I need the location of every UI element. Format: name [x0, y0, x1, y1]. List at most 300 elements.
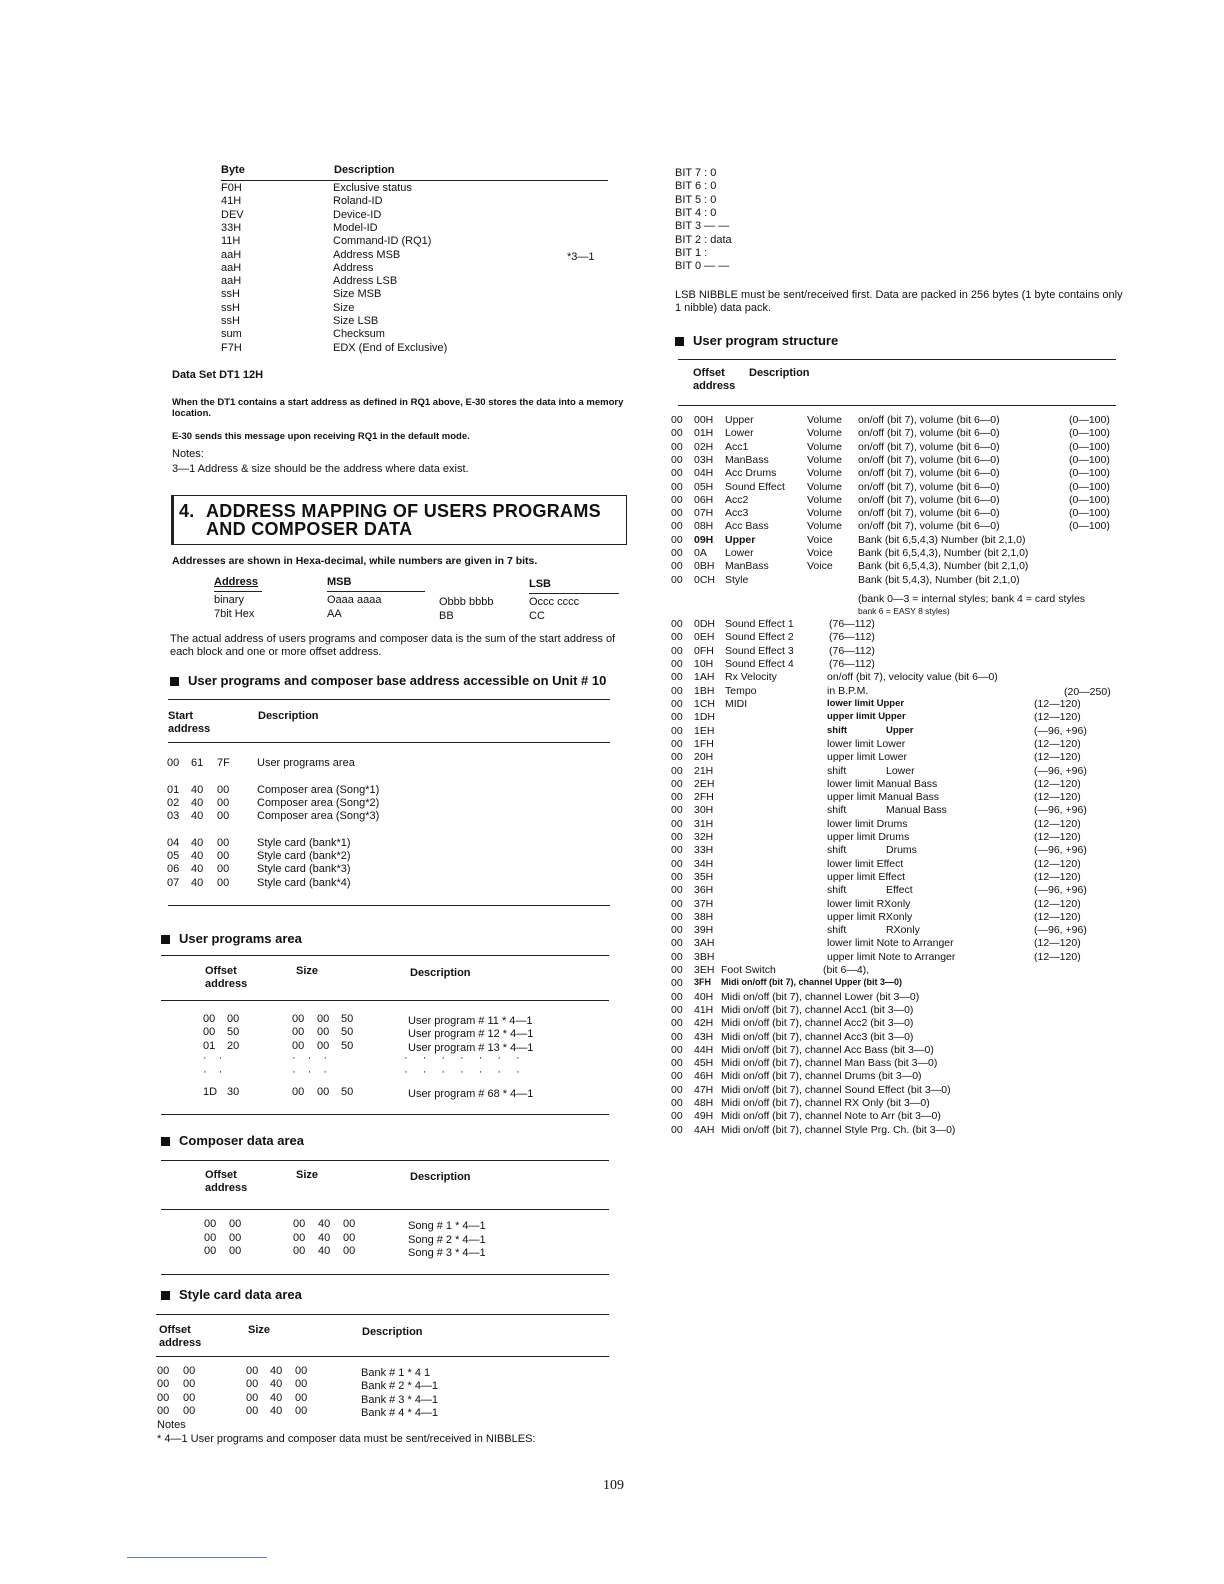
- sysex-desc: Exclusive status: [333, 182, 412, 194]
- sysex-byte: 33H: [221, 221, 242, 234]
- ups-addr-hi: 00: [671, 870, 683, 883]
- ups-range: (0—100): [1069, 453, 1110, 466]
- upa-cell: 00: [317, 1086, 330, 1098]
- ups-part: Sound Effect 1: [725, 618, 794, 630]
- ups-limit-label: upper limit Upper: [827, 711, 906, 723]
- base-addr-hi: 00: [167, 757, 180, 769]
- ups-limit-part: Lower: [886, 764, 915, 777]
- ups-addr-lo: 08H: [694, 520, 714, 533]
- sca-cell: 40: [270, 1405, 283, 1417]
- ups-limit-range: (12—120): [1034, 777, 1081, 790]
- ups-addr-hi: 00: [671, 1110, 683, 1123]
- base-desc: Composer area (Song*3): [257, 810, 380, 822]
- cda-h-address: address: [205, 1182, 248, 1194]
- addr-binary-lsb: Occc cccc: [529, 596, 580, 608]
- ups-limit-range: (—96, +96): [1034, 884, 1087, 897]
- upa-desc: User program # 12 * 4—1: [408, 1028, 534, 1040]
- style-note2: bank 6 = EASY 8 styles): [858, 606, 950, 616]
- ups-addr-hi: 00: [671, 924, 683, 937]
- ups-param: Volume: [807, 414, 843, 426]
- base-h-address: address: [168, 723, 211, 735]
- ups-h-offset: Offset: [693, 367, 725, 379]
- sysex-byte: aaH: [221, 248, 242, 261]
- ups-addr-hi: 00: [671, 884, 683, 897]
- ups-part: Sound Effect 2: [725, 631, 794, 644]
- ups-limit-range: (12—120): [1034, 711, 1081, 724]
- ups-addr-hi: 00: [671, 671, 683, 684]
- bit-line: BIT 6 : 0: [675, 180, 717, 193]
- ups-addr-lo: 0A: [694, 547, 707, 559]
- cda-cell: 00: [204, 1232, 217, 1244]
- addr-binary-msb: Oaaa aaaa: [327, 594, 382, 606]
- ups-param: Volume: [807, 453, 843, 466]
- base-addr-hi: 02: [167, 797, 180, 809]
- ups-addr-hi: 00: [671, 897, 683, 910]
- ups-addr-lo: 40H: [694, 990, 714, 1003]
- ups-addr-lo: 07H: [694, 507, 714, 520]
- base-desc: Style card (bank*3): [257, 863, 351, 875]
- ups-addr-lo: 03H: [694, 453, 714, 466]
- divider: [156, 1314, 609, 1315]
- ups-addr-lo: 1CH: [694, 697, 716, 710]
- ups-addr-hi: 00: [671, 414, 683, 426]
- ups-param: Voice: [807, 547, 833, 559]
- sysex-desc: Address MSB: [333, 248, 401, 261]
- ups-addr-hi: 00: [671, 507, 683, 520]
- ups-param: Voice: [807, 533, 833, 546]
- ups-desc: Midi on/off (bit 7), channel Acc2 (bit 3—0): [721, 1017, 914, 1030]
- ups-h-desc: Description: [749, 367, 810, 379]
- ups-addr-lo: 1AH: [694, 671, 715, 684]
- ups-range: (0—100): [1069, 520, 1110, 533]
- base-addr-lo: 00: [217, 784, 230, 796]
- divider: [161, 1274, 609, 1275]
- sca-cell: 00: [246, 1378, 259, 1390]
- upa-h-offset: Offset: [205, 965, 237, 977]
- ups-addr-hi: 00: [671, 1043, 683, 1056]
- upa-cell: 01: [203, 1040, 216, 1052]
- sca-note: * 4—1 User programs and composer data must be sent/received in NIBBLES:: [157, 1433, 536, 1445]
- ups-addr-hi: 00: [671, 684, 683, 697]
- ups-addr-lo: 06H: [694, 493, 714, 506]
- cda-cell: 00: [229, 1245, 242, 1257]
- base-addr-lo: 00: [217, 837, 230, 849]
- base-desc: Composer area (Song*2): [257, 797, 380, 809]
- cda-cell: 00: [293, 1218, 306, 1230]
- ups-limit-label: shift: [827, 804, 847, 817]
- ups-limit-range: (—96, +96): [1034, 804, 1087, 817]
- base-addr-lo: 00: [217, 797, 230, 809]
- ups-desc: (76—112): [829, 631, 875, 644]
- style-note1: (bank 0—3 = internal styles; bank 4 = card styles: [858, 593, 1086, 605]
- ups-limit-label: upper limit Effect: [827, 870, 906, 883]
- addr-binary-label: binary: [214, 594, 244, 606]
- dt1-heading: Data Set DT1 12H: [172, 369, 264, 381]
- ups-addr-hi: 00: [671, 644, 683, 657]
- sysex-byte: 11H: [221, 235, 241, 248]
- ups-addr-hi: 00: [671, 453, 683, 466]
- ups-part: Upper: [725, 414, 754, 426]
- ups-addr-lo: 09H: [694, 533, 714, 546]
- ups-limit-range: (12—120): [1034, 857, 1081, 870]
- addr-hex-lsb: CC: [529, 610, 545, 622]
- base-h-desc: Description: [258, 710, 319, 722]
- ups-addr-lo: 0EH: [694, 631, 715, 644]
- base-addr-mid: 61: [191, 757, 204, 769]
- ups-desc: Bank (bit 6,5,4,3), Number (bit 2,1,0): [858, 547, 1029, 559]
- ups-desc: Midi on/off (bit 7), channel Acc3 (bit 3—0): [721, 1030, 914, 1043]
- ups-addr-hi: 00: [671, 1097, 683, 1109]
- sca-cell: 00: [295, 1392, 308, 1404]
- sca-h-offset: Offset: [159, 1324, 191, 1336]
- ups-desc: Midi on/off (bit 7), channel Sound Effect (bit 3—0): [721, 1083, 951, 1096]
- sysex-byte: aaH: [221, 275, 242, 288]
- ups-limit-label: upper limit RXonly: [827, 910, 913, 923]
- ups-limit-range: (12—120): [1034, 751, 1081, 764]
- ups-range: (0—100): [1069, 480, 1110, 493]
- ups-addr-hi: 00: [671, 533, 683, 546]
- divider: [156, 1356, 609, 1357]
- ups-part: Rx Velocity: [725, 671, 777, 684]
- ups-limit-label: lower limit Upper: [827, 698, 905, 709]
- ups-addr-hi: 00: [671, 950, 683, 963]
- ups-param: Volume: [807, 520, 843, 533]
- sysex-desc: Address: [333, 261, 374, 274]
- ups-desc: Midi on/off (bit 7), channel Style Prg. Ch. (bit 3—0): [721, 1123, 956, 1136]
- upa-h-desc: Description: [410, 967, 471, 979]
- ups-param: Voice: [807, 560, 833, 573]
- ups-addr-lo: 05H: [694, 480, 714, 493]
- divider: [168, 699, 610, 700]
- sca-h-desc: Description: [362, 1326, 423, 1338]
- ups-addr-hi: 00: [671, 440, 683, 453]
- ups-addr-lo: 49H: [694, 1110, 714, 1123]
- footer-rule: [127, 1557, 267, 1558]
- ups-addr-hi: 00: [671, 804, 683, 817]
- sca-cell: 00: [295, 1365, 308, 1377]
- ups-limit-part: Drums: [886, 844, 917, 857]
- sysex-byte: F7H: [221, 341, 242, 354]
- ups-addr-hi: 00: [671, 1030, 683, 1043]
- upa-cell: 00: [292, 1086, 305, 1098]
- ups-heading: [675, 333, 838, 348]
- ups-addr-lo: 46H: [694, 1070, 714, 1083]
- ups-param: Volume: [807, 493, 843, 506]
- base-addr-hi: 05: [167, 850, 180, 862]
- sca-desc: Bank # 3 * 4—1: [361, 1394, 439, 1406]
- upa-cell: 50: [341, 1013, 354, 1025]
- addr-h-address: Address: [214, 576, 259, 588]
- ups-addr-lo: 2EH: [694, 777, 715, 790]
- bit-line: BIT 4 : 0: [675, 206, 717, 219]
- ups-limit-part: Manual Bass: [886, 804, 947, 817]
- sysex-byte: F0H: [221, 182, 242, 194]
- cda-desc: Song # 2 * 4—1: [408, 1234, 486, 1246]
- ups-part: Style: [725, 573, 749, 586]
- ups-limit-part: RXonly: [886, 924, 920, 937]
- ups-addr-lo: 42H: [694, 1017, 714, 1030]
- ups-part: Lower: [725, 427, 754, 440]
- upa-cell: 1D: [203, 1086, 218, 1098]
- page-number: 109: [603, 1478, 624, 1493]
- section-4-number: 4.: [179, 501, 195, 521]
- sca-h-address: address: [159, 1337, 202, 1349]
- addr-h-lsb: LSB: [529, 578, 551, 590]
- ups-addr-hi: 00: [671, 831, 683, 843]
- ups-part: Foot Switch: [721, 964, 776, 976]
- ups-desc: on/off (bit 7), volume (bit 6—0): [858, 453, 1000, 466]
- ups-addr-lo: 0BH: [694, 560, 715, 573]
- ups-addr-hi: 00: [671, 1083, 683, 1096]
- ups-range: (0—100): [1069, 440, 1110, 453]
- cda-h-size: Size: [296, 1169, 319, 1181]
- sca-cell: 00: [246, 1365, 259, 1377]
- ups-desc: Midi on/off (bit 7), channel Lower (bit 3—0): [721, 990, 920, 1003]
- ups-addr-lo: 20H: [694, 751, 714, 764]
- base-addr-lo: 7F: [217, 757, 230, 769]
- bit-line: BIT 3 — —: [675, 220, 730, 233]
- cda-cell: 00: [204, 1245, 217, 1257]
- ups-addr-hi: 00: [671, 737, 683, 750]
- sysex-desc: Checksum: [333, 328, 385, 341]
- base-addr-mid: 40: [191, 837, 204, 849]
- ups-limit-range: (—96, +96): [1034, 724, 1087, 737]
- sysex-header-desc: Description: [334, 164, 395, 176]
- ups-limit-range: (12—120): [1034, 897, 1081, 910]
- sca-heading-text: Style card data area: [179, 1287, 302, 1302]
- base-addr-mid: 40: [191, 810, 204, 822]
- addr-h-msb: MSB: [327, 576, 352, 588]
- ups-part: Acc3: [725, 507, 749, 520]
- divider: [678, 359, 1116, 360]
- ups-desc: Midi on/off (bit 7), channel RX Only (bit 3—0): [721, 1097, 930, 1109]
- ups-addr-lo: 32H: [694, 831, 714, 843]
- base-addr-lo: 00: [217, 877, 230, 889]
- addr-hex-label: 7bit Hex: [214, 608, 255, 620]
- ups-part: MIDI: [725, 697, 748, 710]
- sysex-desc: Model-ID: [333, 221, 378, 234]
- ups-desc: Midi on/off (bit 7), channel Note to Arr (bit 3—0): [721, 1110, 941, 1123]
- ups-part: Acc1: [725, 440, 749, 453]
- upa-cell: 00: [203, 1013, 216, 1025]
- ups-limit-label: shift: [827, 724, 848, 736]
- cda-heading: [161, 1133, 304, 1148]
- cda-cell: 00: [204, 1218, 217, 1230]
- ups-param: Volume: [807, 440, 843, 453]
- ups-addr-hi: 00: [671, 724, 683, 737]
- cda-h-desc: Description: [410, 1171, 471, 1183]
- ups-addr-hi: 00: [671, 990, 683, 1003]
- upa-cell: 00: [317, 1013, 330, 1025]
- bullet-square-icon: [161, 1291, 170, 1300]
- ups-addr-lo: 34H: [694, 857, 714, 870]
- ups-desc: Midi on/off (bit 7), channel Man Bass (bit 3—0): [721, 1057, 938, 1070]
- ups-addr-hi: 00: [671, 777, 683, 790]
- cda-cell: 00: [293, 1232, 306, 1244]
- upa-cell: 00: [317, 1040, 330, 1052]
- divider: [168, 742, 610, 743]
- ups-addr-hi: 00: [671, 547, 683, 559]
- ups-desc: on/off (bit 7), velocity value (bit 6—0): [827, 671, 998, 684]
- ups-addr-hi: 00: [671, 697, 683, 710]
- sca-cell: 00: [246, 1392, 259, 1404]
- sca-cell: 00: [183, 1365, 196, 1377]
- ups-addr-lo: 3AH: [694, 937, 715, 950]
- base-addr-hi: 07: [167, 877, 180, 889]
- sysex-desc: Roland-ID: [333, 195, 383, 208]
- ups-limit-label: lower limit RXonly: [827, 897, 911, 910]
- ups-desc: (76—112): [829, 618, 875, 630]
- ups-limit-range: (—96, +96): [1034, 764, 1087, 777]
- ups-range: (0—100): [1069, 427, 1110, 440]
- upa-cell: 20: [227, 1040, 240, 1052]
- ups-limit-label: upper limit Note to Arranger: [827, 950, 956, 963]
- ups-addr-hi: 00: [671, 764, 683, 777]
- ups-addr-lo: 48H: [694, 1097, 714, 1109]
- ups-param: Volume: [807, 507, 843, 520]
- base-desc: Composer area (Song*1): [257, 784, 380, 796]
- ups-desc: (76—112): [829, 657, 875, 670]
- ups-addr-lo: 00H: [694, 414, 714, 426]
- bullet-square-icon: [161, 935, 170, 944]
- cda-cell: 00: [343, 1232, 356, 1244]
- ups-addr-lo: 41H: [694, 1003, 714, 1016]
- sca-desc: Bank # 2 * 4—1: [361, 1380, 439, 1392]
- sysex-desc: Device-ID: [333, 208, 382, 221]
- sysex-header-byte: Byte: [221, 164, 245, 176]
- sca-cell: 00: [157, 1405, 170, 1417]
- ups-desc: Midi on/off (bit 7), channel Drums (bit 3—0): [721, 1070, 922, 1083]
- ups-limit-range: (12—120): [1034, 791, 1081, 804]
- ups-desc: on/off (bit 7), volume (bit 6—0): [858, 520, 1000, 533]
- base-addr-hi: 03: [167, 810, 180, 822]
- cda-desc: Song # 1 * 4—1: [408, 1220, 486, 1232]
- addr-binary-mid: Obbb bbbb: [439, 596, 494, 608]
- ups-addr-lo: 44H: [694, 1043, 714, 1056]
- upa-cell: 00: [292, 1026, 305, 1038]
- cda-cell: 00: [229, 1218, 242, 1230]
- ups-addr-lo: 47H: [694, 1083, 714, 1096]
- divider: [327, 591, 425, 592]
- sysex-byte: aaH: [221, 261, 242, 274]
- upa-cell: 50: [341, 1026, 354, 1038]
- section-4-title-line1: ADDRESS MAPPING OF USERS PROGRAMS: [206, 501, 601, 521]
- sysex-byte: ssH: [221, 301, 240, 314]
- divider: [168, 905, 610, 906]
- ups-limit-label: lower limit Drums: [827, 817, 908, 830]
- ups-addr-lo: 36H: [694, 884, 714, 897]
- ups-addr-hi: 00: [671, 751, 683, 764]
- ups-h-address: address: [693, 380, 736, 392]
- sysex-byte: 41H: [221, 195, 242, 208]
- ups-part: Lower: [725, 547, 754, 559]
- ups-addr-lo: 02H: [694, 440, 714, 453]
- ups-addr-hi: 00: [671, 1003, 683, 1016]
- sysex-desc: EDX (End of Exclusive): [333, 341, 448, 354]
- base-desc: Style card (bank*2): [257, 850, 351, 862]
- sca-cell: 00: [157, 1392, 170, 1404]
- ups-addr-lo: 1BH: [694, 684, 715, 697]
- ups-desc: Bank (bit 6,5,4,3) Number (bit 2,1,0): [858, 533, 1026, 546]
- ups-addr-lo: 43H: [694, 1030, 714, 1043]
- sysex-desc: Size LSB: [333, 315, 379, 327]
- ups-range: (0—100): [1069, 414, 1110, 426]
- sysex-desc: Size: [333, 301, 355, 314]
- sysex-desc: Size MSB: [333, 288, 382, 301]
- bit-line: BIT 7 : 0: [675, 167, 717, 179]
- dt1-para1: When the DT1 contains a start address as defined in RQ1 above, E-30 stores the data into a memory location.: [172, 397, 624, 419]
- ups-addr-hi: 00: [671, 1070, 683, 1083]
- ups-limit-label: upper limit Drums: [827, 831, 910, 843]
- sca-cell: 00: [157, 1378, 170, 1390]
- ups-part: Sound Effect 3: [725, 644, 794, 657]
- cda-h-offset: Offset: [205, 1169, 237, 1181]
- bullet-square-icon: [161, 1137, 170, 1146]
- ups-addr-lo: 35H: [694, 870, 714, 883]
- ups-limit-label: lower limit Lower: [827, 737, 906, 750]
- cda-cell: 40: [318, 1218, 331, 1230]
- ups-desc: on/off (bit 7), volume (bit 6—0): [858, 467, 1000, 480]
- addr-hex-msb: AA: [327, 608, 342, 620]
- ups-addr-lo: 31H: [694, 817, 714, 830]
- sca-heading: [161, 1287, 302, 1302]
- sca-cell: 00: [246, 1405, 259, 1417]
- sca-cell: 00: [295, 1405, 308, 1417]
- ups-part: Sound Effect 4: [725, 657, 794, 670]
- ups-desc: on/off (bit 7), volume (bit 6—0): [858, 493, 1000, 506]
- base-addr-mid: 40: [191, 797, 204, 809]
- divider: [221, 180, 608, 181]
- sca-h-size: Size: [248, 1324, 271, 1336]
- lsb-nibble-para: LSB NIBBLE must be sent/received first. Data are packed in 256 bytes (1 byte contains only 1 nibble) data pack.: [675, 289, 1123, 315]
- hex-note: Addresses are shown in Hexa-decimal, while numbers are given in 7 bits.: [172, 555, 538, 567]
- notes-label: Notes:: [172, 448, 204, 460]
- addr-hex-mid: BB: [439, 610, 454, 622]
- ups-limit-range: (—96, +96): [1034, 844, 1087, 857]
- ups-addr-lo: 01H: [694, 427, 714, 440]
- base-addr-mid: 40: [191, 863, 204, 875]
- dt1-para2: E-30 sends this message upon receiving RQ1 in the default mode.: [172, 431, 470, 442]
- ups-addr-lo: 04H: [694, 467, 714, 480]
- ups-desc: Bank (bit 6,5,4,3), Number (bit 2,1,0): [858, 560, 1029, 573]
- divider: [161, 1209, 609, 1210]
- upa-cell: 00: [292, 1040, 305, 1052]
- ups-addr-lo: 33H: [694, 844, 714, 857]
- ups-limit-label: lower limit Manual Bass: [827, 777, 938, 790]
- ups-heading-text: User program structure: [693, 333, 839, 348]
- ups-limit-label: upper limit Lower: [827, 751, 907, 764]
- ups-addr-lo: 37H: [694, 897, 714, 910]
- divider: [529, 593, 619, 594]
- ups-addr-lo: 1DH: [694, 711, 716, 724]
- cda-cell: 00: [343, 1245, 356, 1257]
- upa-desc: User program # 11 * 4—1: [408, 1015, 533, 1027]
- divider: [161, 1114, 609, 1115]
- sysex-byte: ssH: [221, 315, 240, 327]
- ups-param: Volume: [807, 480, 843, 493]
- ups-desc: Bank (bit 5,4,3), Number (bit 2,1,0): [858, 573, 1020, 586]
- ups-addr-lo: 39H: [694, 924, 714, 937]
- ups-addr-hi: 00: [671, 657, 683, 670]
- ups-limit-range: (12—120): [1034, 870, 1081, 883]
- upa-cell: 50: [227, 1026, 240, 1038]
- ups-limit-part: Effect: [886, 884, 913, 897]
- ups-addr-hi: 00: [671, 467, 683, 480]
- cda-cell: 00: [293, 1245, 306, 1257]
- ups-addr-hi: 00: [671, 844, 683, 857]
- ups-addr-hi: 00: [671, 573, 683, 586]
- upa-desc: User program # 68 * 4—1: [408, 1088, 534, 1100]
